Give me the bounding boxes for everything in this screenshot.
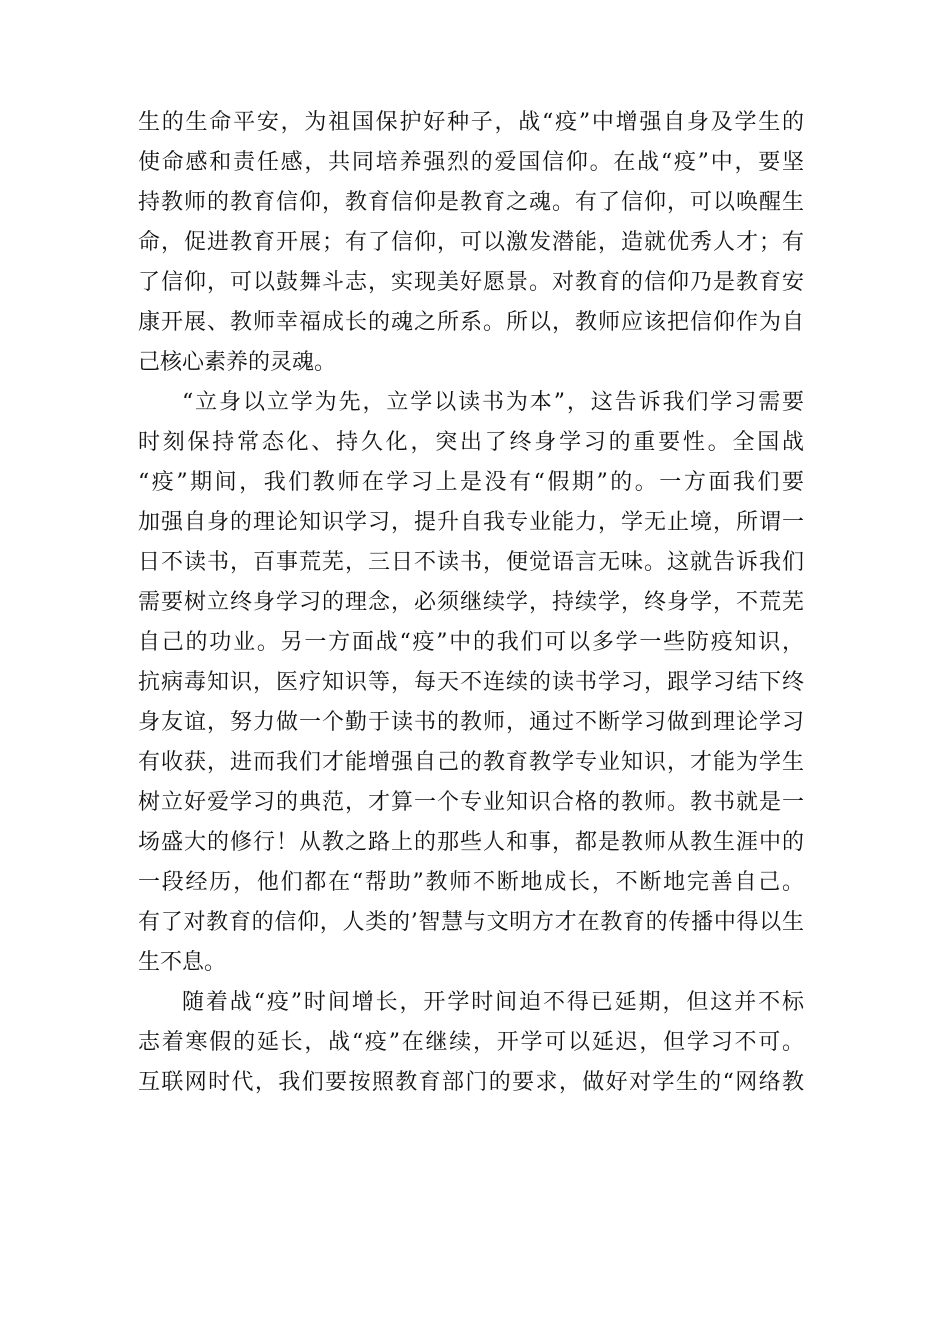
text-line: 康开展、教师幸福成长的魂之所系。所以，教师应该把信仰作为自 xyxy=(138,310,804,335)
text-line: “疫”期间，我们教师在学习上是没有“假期”的。一方面我们要 xyxy=(138,470,804,495)
text-line: 身友谊，努力做一个勤于读书的教师，通过不断学习做到理论学习 xyxy=(138,710,804,735)
text-line: 使命感和责任感，共同培养强烈的爱国信仰。在战“疫”中，要坚 xyxy=(138,150,804,175)
text-line: 生不息。 xyxy=(138,950,227,975)
text-line: 随着战“疫”时间增长，开学时间迫不得已延期，但这并不标 xyxy=(182,990,804,1015)
text-line: 有收获，进而我们才能增强自己的教育教学专业知识，才能为学生 xyxy=(138,750,804,775)
text-line: 抗病毒知识，医疗知识等，每天不连续的读书学习，跟学习结下终 xyxy=(138,670,804,695)
text-line: 场盛大的修行！从教之路上的那些人和事，都是教师从教生涯中的 xyxy=(138,830,804,855)
text-line: 己核心素养的灵魂。 xyxy=(138,350,337,375)
text-line: 加强自身的理论知识学习，提升自我专业能力，学无止境，所谓一 xyxy=(138,510,804,535)
paragraph-3 xyxy=(138,983,804,1103)
paragraph-1 xyxy=(138,103,804,383)
text-line: 志着寒假的延长，战“疫”在继续，开学可以延迟，但学习不可。 xyxy=(138,1030,804,1055)
text-line: 互联网时代，我们要按照教育部门的要求，做好对学生的“网络教 xyxy=(138,1070,804,1095)
text-line: 了信仰，可以鼓舞斗志，实现美好愿景。对教育的信仰乃是教育安 xyxy=(138,270,804,295)
text-line: 自己的功业。另一方面战“疫”中的我们可以多学一些防疫知识， xyxy=(138,630,804,655)
document-body xyxy=(138,103,804,1103)
text-line: 需要树立终身学习的理念，必须继续学，持续学，终身学，不荒芜 xyxy=(138,590,804,615)
paragraph-2 xyxy=(138,383,804,983)
text-line: 一段经历，他们都在“帮助”教师不断地成长，不断地完善自己。 xyxy=(138,870,804,895)
text-line: 日不读书，百事荒芜，三日不读书，便觉语言无味。这就告诉我们 xyxy=(138,550,804,575)
text-line: 命，促进教育开展；有了信仰，可以激发潜能，造就优秀人才；有 xyxy=(138,230,804,255)
text-line: “立身以立学为先，立学以读书为本”，这告诉我们学习需要 xyxy=(182,390,804,415)
text-line: 有了对教育的信仰，人类的’智慧与文明方才在教育的传播中得以生 xyxy=(138,910,804,935)
text-line: 生的生命平安，为祖国保护好种子，战“疫”中增强自身及学生的 xyxy=(138,110,804,135)
text-line: 持教师的教育信仰，教育信仰是教育之魂。有了信仰，可以唤醒生 xyxy=(138,190,804,215)
text-line: 时刻保持常态化、持久化，突出了终身学习的重要性。全国战 xyxy=(138,430,804,455)
text-line: 树立好爱学习的典范，才算一个专业知识合格的教师。教书就是一 xyxy=(138,790,804,815)
